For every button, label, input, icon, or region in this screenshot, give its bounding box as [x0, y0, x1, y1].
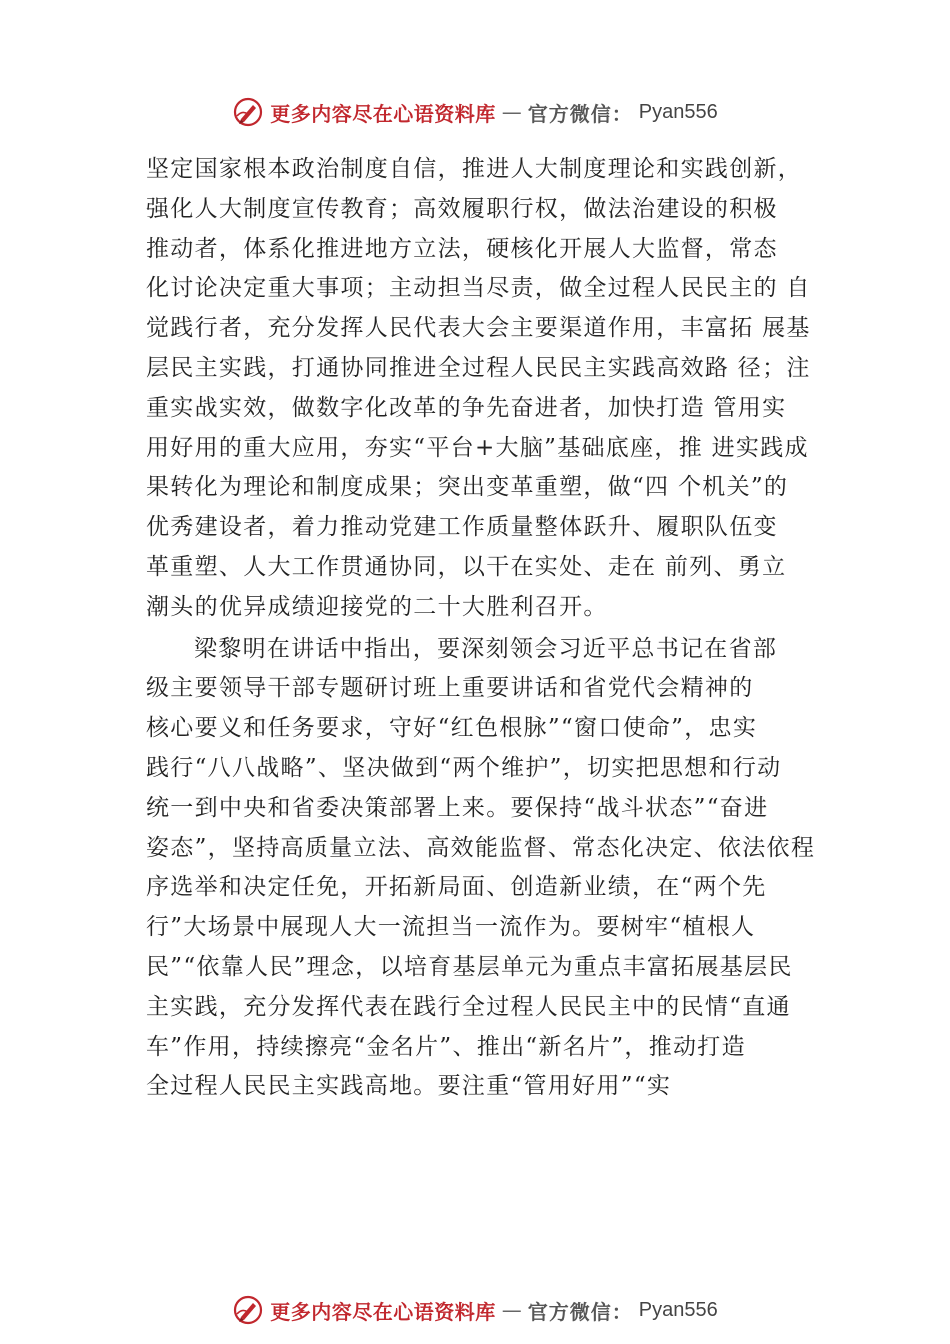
- paragraph-1: [146, 150, 836, 628]
- text-line: 重实战实效，做数字化改革的争先奋进者，加快打造 管用实: [146, 394, 787, 421]
- text-line: 层民主实践，打通协同推进全过程人民民主实践高效路 径；注: [146, 354, 811, 381]
- header-brand-text: 更多内容尽在心语资料库: [270, 101, 496, 126]
- text-line: 级主要领导干部专题研讨班上重要讲话和省党代会精神的: [146, 675, 754, 702]
- text-line: 姿态”，坚持高质量立法、高效能监督、常态化决定、依法依程: [146, 834, 816, 861]
- text-line: 行”大场景中展现人大一流担当一流作为。要树牢“植根人: [146, 914, 756, 941]
- text-line: 觉践行者，充分发挥人民代表大会主要渠道作用，丰富拓 展基: [146, 315, 811, 342]
- pen-circle-logo-icon: [232, 1294, 264, 1326]
- header-wechat-id: Pyan556: [638, 100, 718, 123]
- pen-circle-logo-icon: [232, 96, 264, 128]
- paragraph-2: [146, 630, 836, 1108]
- text-line: 全过程人民民主实践高地。要注重“管用好用”“实: [146, 1073, 672, 1100]
- footer-dash: —: [501, 1298, 522, 1322]
- text-line: 序选举和决定任免，开拓新局面、创造新业绩，在“两个先: [146, 874, 767, 901]
- text-line: 统一到中央和省委决策部署上来。要保持“战斗状态”“奋进: [146, 794, 769, 821]
- text-line: 革重塑、人大工作贯通协同，以干在实处、走在 前列、勇立: [146, 553, 787, 580]
- text-line: 践行“八八战略”、坚决做到“两个维护”，切实把思想和行动: [146, 754, 782, 781]
- text-line: 用好用的重大应用，夯实“平台+大脑”基础底座，推 进实践成: [146, 434, 809, 461]
- text-line: 推动者，体系化推进地方立法，硬核化开展人大监督，常态: [146, 235, 778, 262]
- text-line: 车”作用，持续擦亮“金名片”、推出“新名片”，推动打造: [146, 1033, 746, 1060]
- header-wechat-label: 官方微信：: [527, 101, 633, 126]
- text-line: 核心要义和任务要求，守好“红色根脉”“窗口使命”，忠实: [146, 715, 758, 742]
- text-line: 化讨论决定重大事项；主动担当尽责，做全过程人民民主的 自: [146, 275, 811, 302]
- text-line: 果转化为理论和制度成果；突出变革重塑，做“四 个机关”的: [146, 474, 789, 501]
- text-line: 梁黎明在讲话中指出，要深刻领会习近平总书记在省部: [194, 635, 778, 662]
- footer-wechat-id: Pyan556: [638, 1298, 718, 1321]
- text-line: 强化人大制度宣传教育；高效履职行权，做法治建设的积极: [146, 195, 778, 222]
- text-line: 潮头的优异成绩迎接党的二十大胜利召开。: [146, 593, 608, 620]
- text-line: 主实践，充分发挥代表在践行全过程人民民主中的民情“直通: [146, 993, 791, 1020]
- text-line: 民”“依靠人民”理念，以培育基层单元为重点丰富拓展基层民: [146, 953, 793, 980]
- text-line: 坚定国家根本政治制度自信，推进人大制度理论和实践创新，: [146, 156, 803, 182]
- text-line: 优秀建设者，着力推动党建工作质量整体跃升、履职队伍变: [146, 514, 778, 541]
- footer-banner: [0, 1290, 950, 1330]
- header-dash: —: [501, 100, 522, 124]
- document-body: [146, 150, 836, 1107]
- footer-wechat-label: 官方微信：: [527, 1299, 633, 1324]
- header-banner: [0, 92, 950, 132]
- footer-brand-text: 更多内容尽在心语资料库: [270, 1299, 496, 1324]
